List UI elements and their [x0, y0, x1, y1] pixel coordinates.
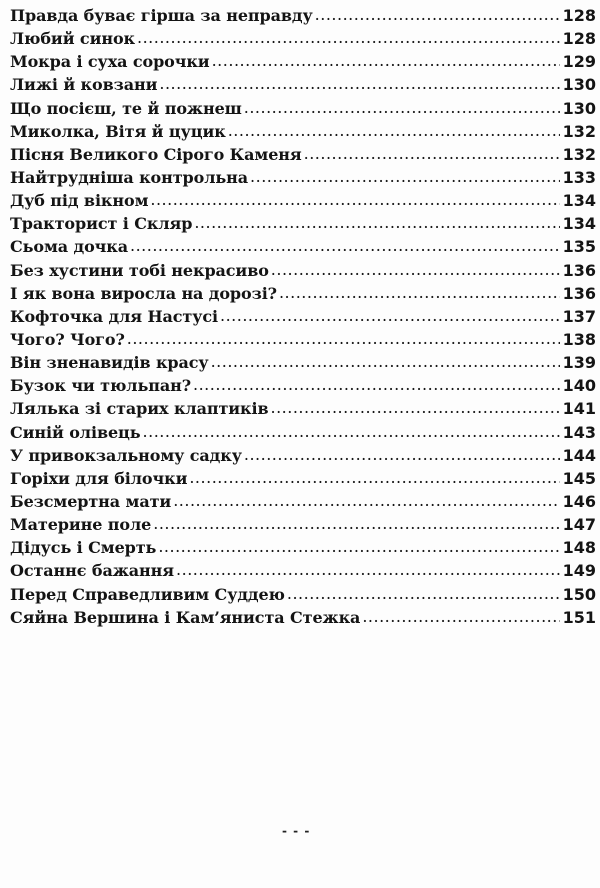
toc-entry[interactable] — [10, 515, 596, 538]
toc-entry-title: Пісня Великого Сірого Каменя — [10, 144, 302, 164]
toc-entry-title: Він зненавидів красу — [10, 353, 209, 373]
toc-entry-title: Сьома дочка — [10, 237, 128, 257]
toc-entry-title: Сяйна Вершина і Кам’яниста Стежка — [10, 607, 361, 627]
toc-dot-leader — [176, 560, 560, 579]
toc-entry[interactable] — [10, 6, 596, 29]
toc-dot-leader — [271, 398, 560, 417]
toc-entry-page: 132 — [562, 144, 596, 164]
toc-entry-page: 144 — [562, 445, 596, 465]
table-of-contents — [10, 6, 596, 631]
toc-entry-title: Правда буває гірша за неправду — [10, 6, 313, 25]
toc-entry[interactable] — [10, 145, 596, 168]
toc-entry[interactable] — [10, 561, 596, 584]
toc-entry-page: 135 — [562, 237, 596, 257]
toc-entry[interactable] — [10, 284, 596, 307]
toc-entry[interactable] — [10, 330, 596, 353]
toc-entry[interactable] — [10, 399, 596, 422]
toc-entry[interactable] — [10, 75, 596, 98]
toc-entry-title: Синій олівець — [10, 422, 141, 442]
toc-dot-leader — [315, 5, 560, 24]
toc-entry[interactable] — [10, 538, 596, 561]
toc-entry[interactable] — [10, 585, 596, 608]
toc-dot-leader — [173, 491, 559, 510]
toc-entry-page: 146 — [562, 491, 596, 511]
toc-dot-leader — [189, 468, 559, 487]
toc-entry[interactable] — [10, 608, 596, 631]
toc-dot-leader — [193, 375, 560, 394]
toc-entry-title: Лижі й ковзани — [10, 75, 158, 95]
toc-entry[interactable] — [10, 168, 596, 191]
toc-entry-title: Лялька зі старих клаптиків — [10, 399, 269, 419]
toc-entry-title: Любий синок — [10, 29, 135, 49]
toc-dot-leader — [127, 329, 560, 348]
toc-entry-page: 134 — [562, 191, 596, 211]
toc-entry-page: 132 — [562, 121, 596, 141]
toc-entry-title: І як вона виросла на дорозі? — [10, 283, 277, 303]
toc-entry-page: 139 — [562, 353, 596, 373]
toc-entry[interactable] — [10, 191, 596, 214]
toc-entry-page: 138 — [562, 329, 596, 349]
toc-entry-page: 129 — [562, 52, 596, 72]
toc-entry-title: Чого? Чого? — [10, 329, 125, 349]
toc-entry-page: 150 — [562, 584, 596, 604]
toc-entry-page: 147 — [562, 515, 596, 535]
toc-entry-title: Найтрудніша контрольна — [10, 167, 249, 187]
toc-entry-title: Останнє бажання — [10, 561, 175, 581]
toc-dot-leader — [212, 51, 560, 70]
toc-entry-title: Дідусь і Смерть — [10, 538, 157, 558]
toc-entry[interactable] — [10, 469, 596, 492]
toc-entry-title: Перед Справедливим Суддею — [10, 584, 285, 604]
toc-dot-leader — [130, 236, 560, 255]
toc-entry-title: Безсмертна мати — [10, 491, 172, 511]
toc-dot-leader — [244, 98, 560, 117]
toc-dot-leader — [211, 352, 560, 371]
toc-dot-leader — [150, 190, 559, 209]
toc-entry-title: Кофточка для Настусі — [10, 306, 218, 326]
toc-dot-leader — [279, 283, 560, 302]
toc-entry-page: 128 — [562, 29, 596, 49]
toc-dot-leader — [137, 28, 560, 47]
toc-entry[interactable] — [10, 237, 596, 260]
toc-entry-page: 149 — [562, 561, 596, 581]
toc-entry-title: Мокра і суха сорочки — [10, 52, 210, 72]
toc-entry[interactable] — [10, 446, 596, 469]
toc-entry-page: 151 — [562, 607, 596, 627]
toc-dot-leader — [158, 537, 559, 556]
toc-dot-leader — [228, 121, 560, 140]
toc-entry[interactable] — [10, 492, 596, 515]
toc-entry[interactable] — [10, 52, 596, 75]
toc-entry-page: 143 — [562, 422, 596, 442]
toc-entry[interactable] — [10, 261, 596, 284]
toc-dot-leader — [244, 445, 560, 464]
toc-dot-leader — [304, 144, 560, 163]
toc-entry[interactable] — [10, 307, 596, 330]
toc-dot-leader — [153, 514, 559, 533]
toc-entry-title: Материне поле — [10, 515, 152, 535]
toc-dot-leader — [287, 584, 560, 603]
toc-entry-page: 136 — [562, 260, 596, 280]
toc-entry-page: 136 — [562, 283, 596, 303]
toc-entry[interactable] — [10, 353, 596, 376]
toc-entry[interactable] — [10, 376, 596, 399]
toc-entry-page: 140 — [562, 376, 596, 396]
toc-entry-page: 148 — [562, 538, 596, 558]
toc-entry-title: Що посієш, те й пожнеш — [10, 98, 242, 118]
toc-entry-title: Дуб під вікном — [10, 191, 149, 211]
toc-dot-leader — [271, 260, 560, 279]
toc-dot-leader — [220, 306, 560, 325]
toc-entry[interactable] — [10, 29, 596, 52]
toc-entry-title: У привокзальному садку — [10, 445, 242, 465]
toc-entry[interactable] — [10, 122, 596, 145]
toc-entry-page: 137 — [562, 306, 596, 326]
toc-entry[interactable] — [10, 423, 596, 446]
toc-entry-title: Миколка, Вітя й цуцик — [10, 121, 226, 141]
toc-entry-page: 145 — [562, 468, 596, 488]
toc-entry[interactable] — [10, 99, 596, 122]
toc-dot-leader — [362, 607, 559, 626]
toc-entry-title: Тракторист і Скляр — [10, 214, 193, 234]
toc-entry-page: 128 — [562, 6, 596, 25]
toc-entry[interactable] — [10, 214, 596, 237]
toc-entry-title: Горіхи для білочки — [10, 468, 188, 488]
toc-entry-title: Бузок чи тюльпан? — [10, 376, 191, 396]
toc-dot-leader — [143, 422, 560, 441]
toc-entry-title: Без хустини тобі некрасиво — [10, 260, 269, 280]
toc-entry-page: 134 — [562, 214, 596, 234]
toc-entry-page: 141 — [562, 399, 596, 419]
toc-entry-page: 130 — [562, 75, 596, 95]
toc-dot-leader — [250, 167, 560, 186]
toc-dot-leader — [159, 74, 559, 93]
toc-entry-page: 133 — [562, 167, 596, 187]
toc-entry-page: 130 — [562, 98, 596, 118]
page-footer-mark: - - - — [282, 824, 311, 838]
toc-dot-leader — [194, 213, 559, 232]
